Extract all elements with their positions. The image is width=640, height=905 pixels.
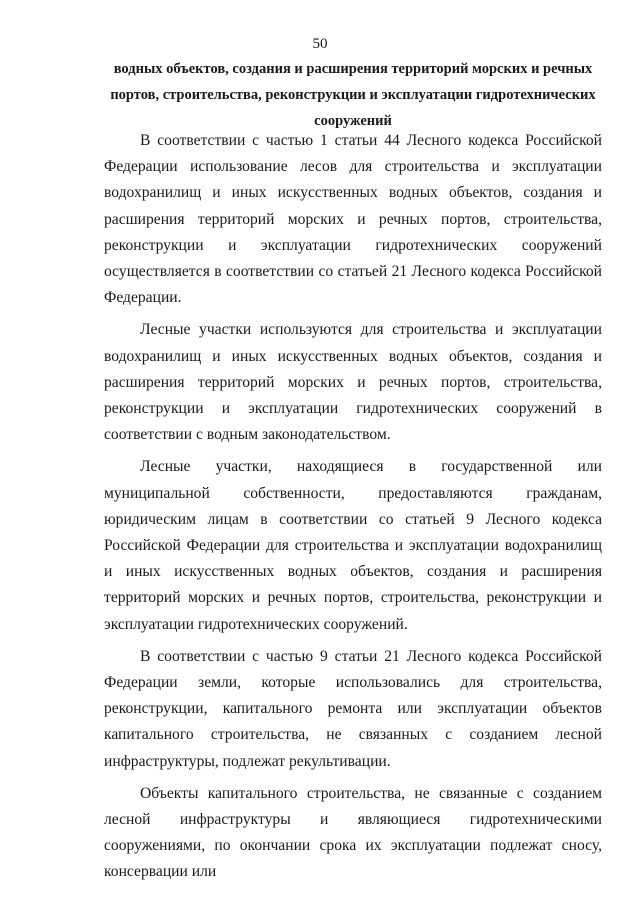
paragraph: В соответствии с частью 1 статьи 44 Лесного кодекса Российской Федерации использование лесов для строительства и эксплуатации водохранилищ и иных искусственных водных объектов, создания и расширения территорий морских и речных портов, строительства, реконструкции и эксплуатации гидротехнических сооружений осуществляется в соответствии со статьей 21 Лесного кодекса Российской Федерации. — [104, 132, 602, 307]
document-body — [104, 128, 602, 892]
paragraph: В соответствии с частью 9 статьи 21 Лесного кодекса Российской Федерации земли, которые использовались для строительства, реконструкции, капитального ремонта или эксплуатации объектов капитального строительства, не связанных с созданием лесной инфраструктуры, подлежат рекультивации. — [104, 647, 602, 770]
paragraph: Лесные участки используются для строительства и эксплуатации водохранилищ и иных искусственных водных объектов, создания и расширения территорий морских и речных портов, строительства, реконструкции и эксплуатации гидротехнических сооружений в соответствии с водным законодательством. — [104, 321, 602, 444]
paragraph: Лесные участки, находящиеся в государственной или муниципальной собственности, предоставляются гражданам, юридическим лицам в соответствии со статьей 9 Лесного кодекса Российской Федерации для строительства и эксплуатации водохранилищ и иных искусственных водных объектов, создания и расширения территорий морских и речных портов, строительства, реконструкции и эксплуатации гидротехнических сооружений. — [104, 458, 602, 633]
paragraph: Объекты капитального строительства, не связанные с созданием лесной инфраструктуры и являющиеся гидротехническими сооружениями, по окончании срока их эксплуатации подлежат сносу, консервации или — [104, 784, 602, 881]
page-number: 50 — [312, 36, 328, 52]
section-heading: водных объектов, создания и расширения территорий морских и речных портов, строительства, реконструкции и эксплуатации гидротехнических сооружений — [110, 61, 596, 129]
